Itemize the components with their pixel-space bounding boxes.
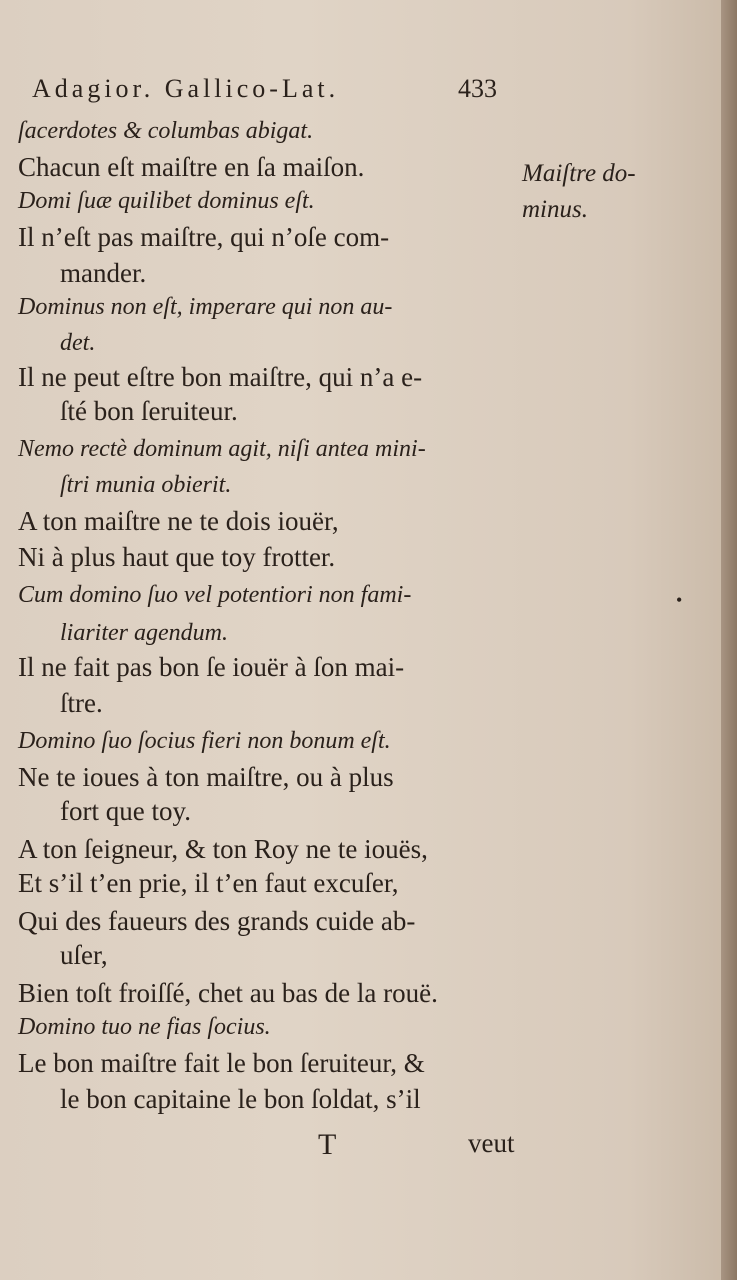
text-line: le bon capitaine le bon ſoldat, s’il [60,1084,421,1114]
text-line: Il ne fait pas bon ſe iouër à ſon mai- [18,652,405,682]
running-title: Adagior. Gallico-Lat. [32,74,340,103]
margin-note-line: minus. [522,196,588,223]
page-gutter [721,0,737,1280]
text-line: Qui des faueurs des grands cuide ab- [18,906,416,936]
text-line: Il n’eſt pas maiſtre, qui n’oſe com- [18,222,390,252]
text-line: ſacerdotes & columbas abigat. [18,118,314,144]
text-line: Domi ſuæ quilibet dominus eſt. [18,188,315,214]
text-line: Ni à plus haut que toy frotter. [18,542,336,572]
text-line: mander. [60,258,147,288]
text-line: Dominus non eſt, imperare qui non au- [18,294,393,320]
text-line: Chacun eſt maiſtre en ſa maiſon. [18,152,365,182]
margin-dot: • [676,590,683,610]
text-line: ſté bon ſeruiteur. [60,396,238,426]
text-line: det. [60,330,96,356]
text-line: A ton ſeigneur, & ton Roy ne te iouës, [18,834,428,864]
text-line: Domino ſuo ſocius fieri non bonum eſt. [18,728,391,754]
text-line: liariter agendum. [60,620,228,646]
signature-mark: T [318,1128,337,1161]
text-line: Et s’il t’en prie, il t’en faut excuſer, [18,868,399,898]
text-line: Ne te ioues à ton maiſtre, ou à plus [18,762,394,792]
catchword: veut [468,1128,515,1158]
text-line: A ton maiſtre ne te dois iouër, [18,506,339,536]
text-line: Domino tuo ne fias ſocius. [18,1014,271,1040]
text-line: ſtre. [60,688,103,718]
text-line: Le bon maiſtre fait le bon ſeruiteur, & [18,1048,425,1078]
text-line: Cum domino ſuo vel potentiori non fami- [18,582,412,608]
text-line: Bien toſt froiſſé, chet au bas de la rouë. [18,978,438,1008]
margin-note-line: Maiſtre do- [522,160,636,187]
text-line: fort que toy. [60,796,191,826]
text-line: ſtri munia obierit. [60,472,232,498]
text-line: Nemo rectè dominum agit, niſi antea mini- [18,436,426,462]
text-line: uſer, [60,940,108,970]
page-number: 433 [458,74,497,103]
text-line: Il ne peut eſtre bon maiſtre, qui n’a e- [18,362,423,392]
